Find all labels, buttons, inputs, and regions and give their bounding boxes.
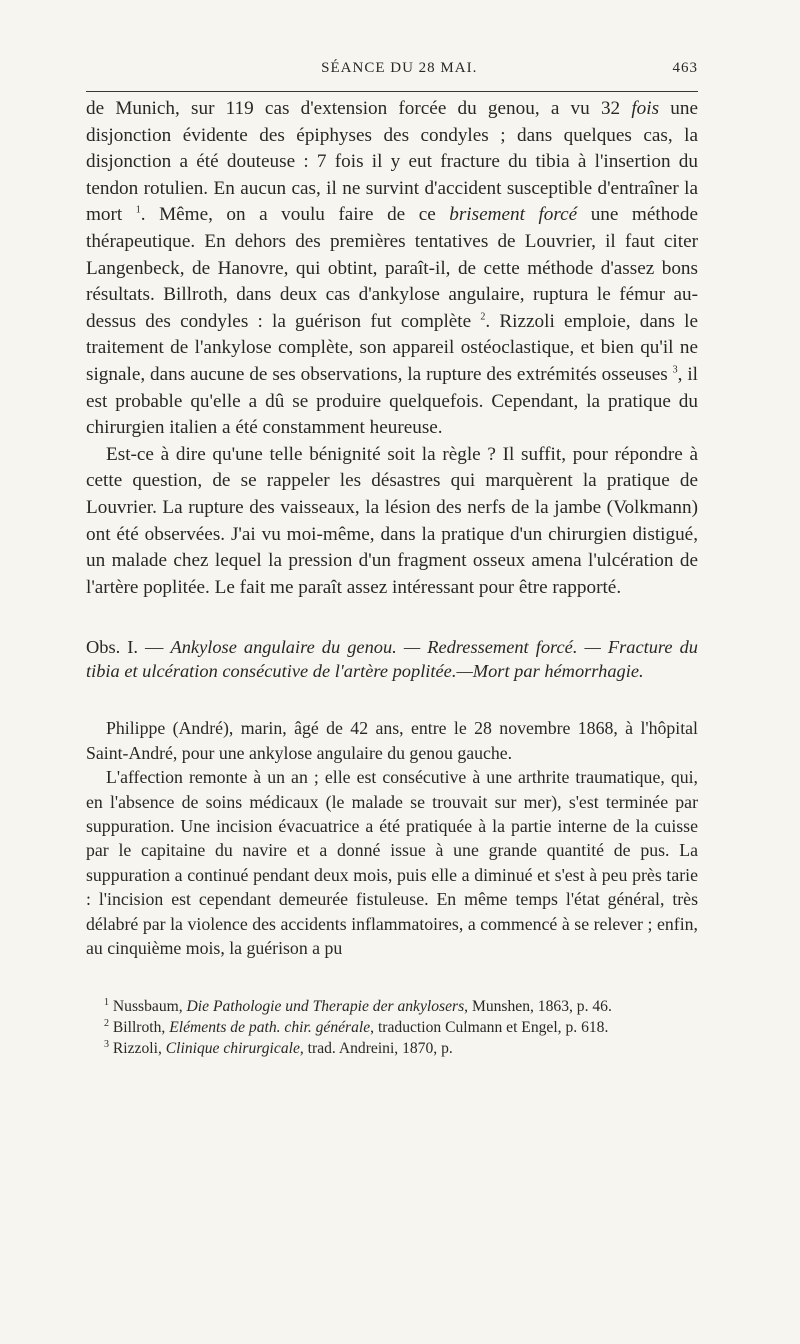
footnote-italic: Eléments de path. chir. générale — [169, 1019, 371, 1037]
footnote-text: , trad. Andreini, 1870, p. — [299, 1040, 453, 1058]
footnote-text: Billroth, — [112, 1019, 170, 1037]
italic-text: fois — [631, 98, 660, 119]
footnote-2 — [86, 1017, 698, 1038]
running-title: SÉANCE DU 28 MAI. — [321, 60, 478, 76]
body-paragraph-2: Est-ce à dire qu'une telle bénignité soit la règle ? Il suffit, pour répondre à cette question, de se rappeler les désastres qui marquèrent la pratique de Louvrier. La rupture des vaisseaux, la lésion des nerfs de la jambe (Volkmann) ont été observées. J'ai vu moi-même, dans la pratique d'un chirurgien distigué, un malade chez lequel la pression d'un fragment osseux amena l'ulcération de l'artère poplitée. Le fait me paraît assez intéressant pour être rapporté. — [86, 443, 698, 598]
footnote-italic: Die Pathologie und Therapie der ankylosers — [186, 998, 465, 1016]
observation-title: Ankylose angulaire du genou. — Redressement forcé. — Fracture du tibia et ulcération consécutive de l'artère poplitée.—Mort par hémorrhagie. — [86, 637, 698, 682]
footnote-text: Rizzoli, — [112, 1040, 166, 1058]
footnote-text: , traduction Culmann et Engel, p. 618. — [370, 1019, 609, 1037]
case-paragraph-2: L'affection remonte à un an ; elle est consécutive à une arthrite traumatique, qui, en l'absence de soins médicaux (le malade se trouvait sur mer), s'est terminée par suppuration. Une incision évacuatrice a été pratiquée à la partie interne de la cuisse par le capitaine du navire et a donné issue à une grande quantité de pus. La suppuration a continué pendant deux mois, puis elle a diminué et s'est à peu près tarie : l'incision est cependant demeurée fistuleuse. En même temps l'état général, très délabré par la violence des accidents inflammatoires, a commencé à se relever ; enfin, au cinquième mois, la guérison a pu — [86, 767, 698, 958]
text-run: une disjonction évidente des épiphyses des condyles ; dans quelques cas, la disjonction a été douteuse : 7 fois il y eut fracture du tibia à l'insertion du tendon rotulien. En aucun cas, il ne survint d'accident susceptible d'entraîner la mort — [86, 98, 698, 226]
footnote-ref-1: 1 — [135, 204, 141, 216]
footnote-mark: 1 — [104, 997, 109, 1009]
text-run: . Même, on a voulu faire de ce — [140, 204, 450, 226]
footnotes — [86, 996, 698, 1059]
case-paragraph-1: Philippe (André), marin, âgé de 42 ans, entre le 28 novembre 1868, à l'hôpital Saint-André, pour une ankylose angulaire du genou gauche. — [86, 718, 698, 763]
observation-heading — [86, 635, 698, 683]
running-header — [86, 60, 698, 92]
footnote-1 — [86, 996, 698, 1017]
italic-text: brisement forcé — [449, 204, 578, 226]
footnote-ref-2: 2 — [480, 311, 486, 323]
body-paragraph-1 — [86, 96, 698, 442]
text-run: , il est probable qu'elle a dû se produire quelquefois. Cependant, la pratique du chirurgien italien a été constamment heureuse. — [86, 363, 698, 439]
case-report — [86, 716, 698, 960]
footnote-text: Nussbaum, — [112, 998, 187, 1016]
footnote-text: , Munshen, 1863, p. 46. — [464, 998, 612, 1016]
footnote-3 — [86, 1038, 698, 1059]
text-run: de Munich, sur 119 cas d'extension forcée du genou, a vu 32 — [86, 98, 632, 119]
footnote-mark: 3 — [104, 1039, 109, 1051]
text-run: une méthode thérapeutique. En dehors des premières tentatives de Louvrier, il faut citer Langenbeck, de Hanovre, qui obtint, paraît-il, de cette méthode d'assez bons résultats. Billroth, dans deux cas d'ankylose angulaire, ruptura le fémur au-dessus des condyles : la guérison fut complète — [86, 204, 698, 332]
book-page — [86, 60, 698, 1059]
observation-label: Obs. I. — — [86, 637, 171, 658]
footnote-ref-3: 3 — [672, 364, 678, 376]
footnote-italic: Clinique chirurgicale — [165, 1040, 300, 1058]
footnote-mark: 2 — [104, 1018, 109, 1030]
page-number: 463 — [672, 60, 698, 76]
text-run: . Rizzoli emploie, dans le traitement de l'ankylose complète, son appareil ostéoclastique, et bien qu'il ne signale, dans aucune de ses observations, la rupture des extrémités osseuses — [86, 310, 698, 385]
